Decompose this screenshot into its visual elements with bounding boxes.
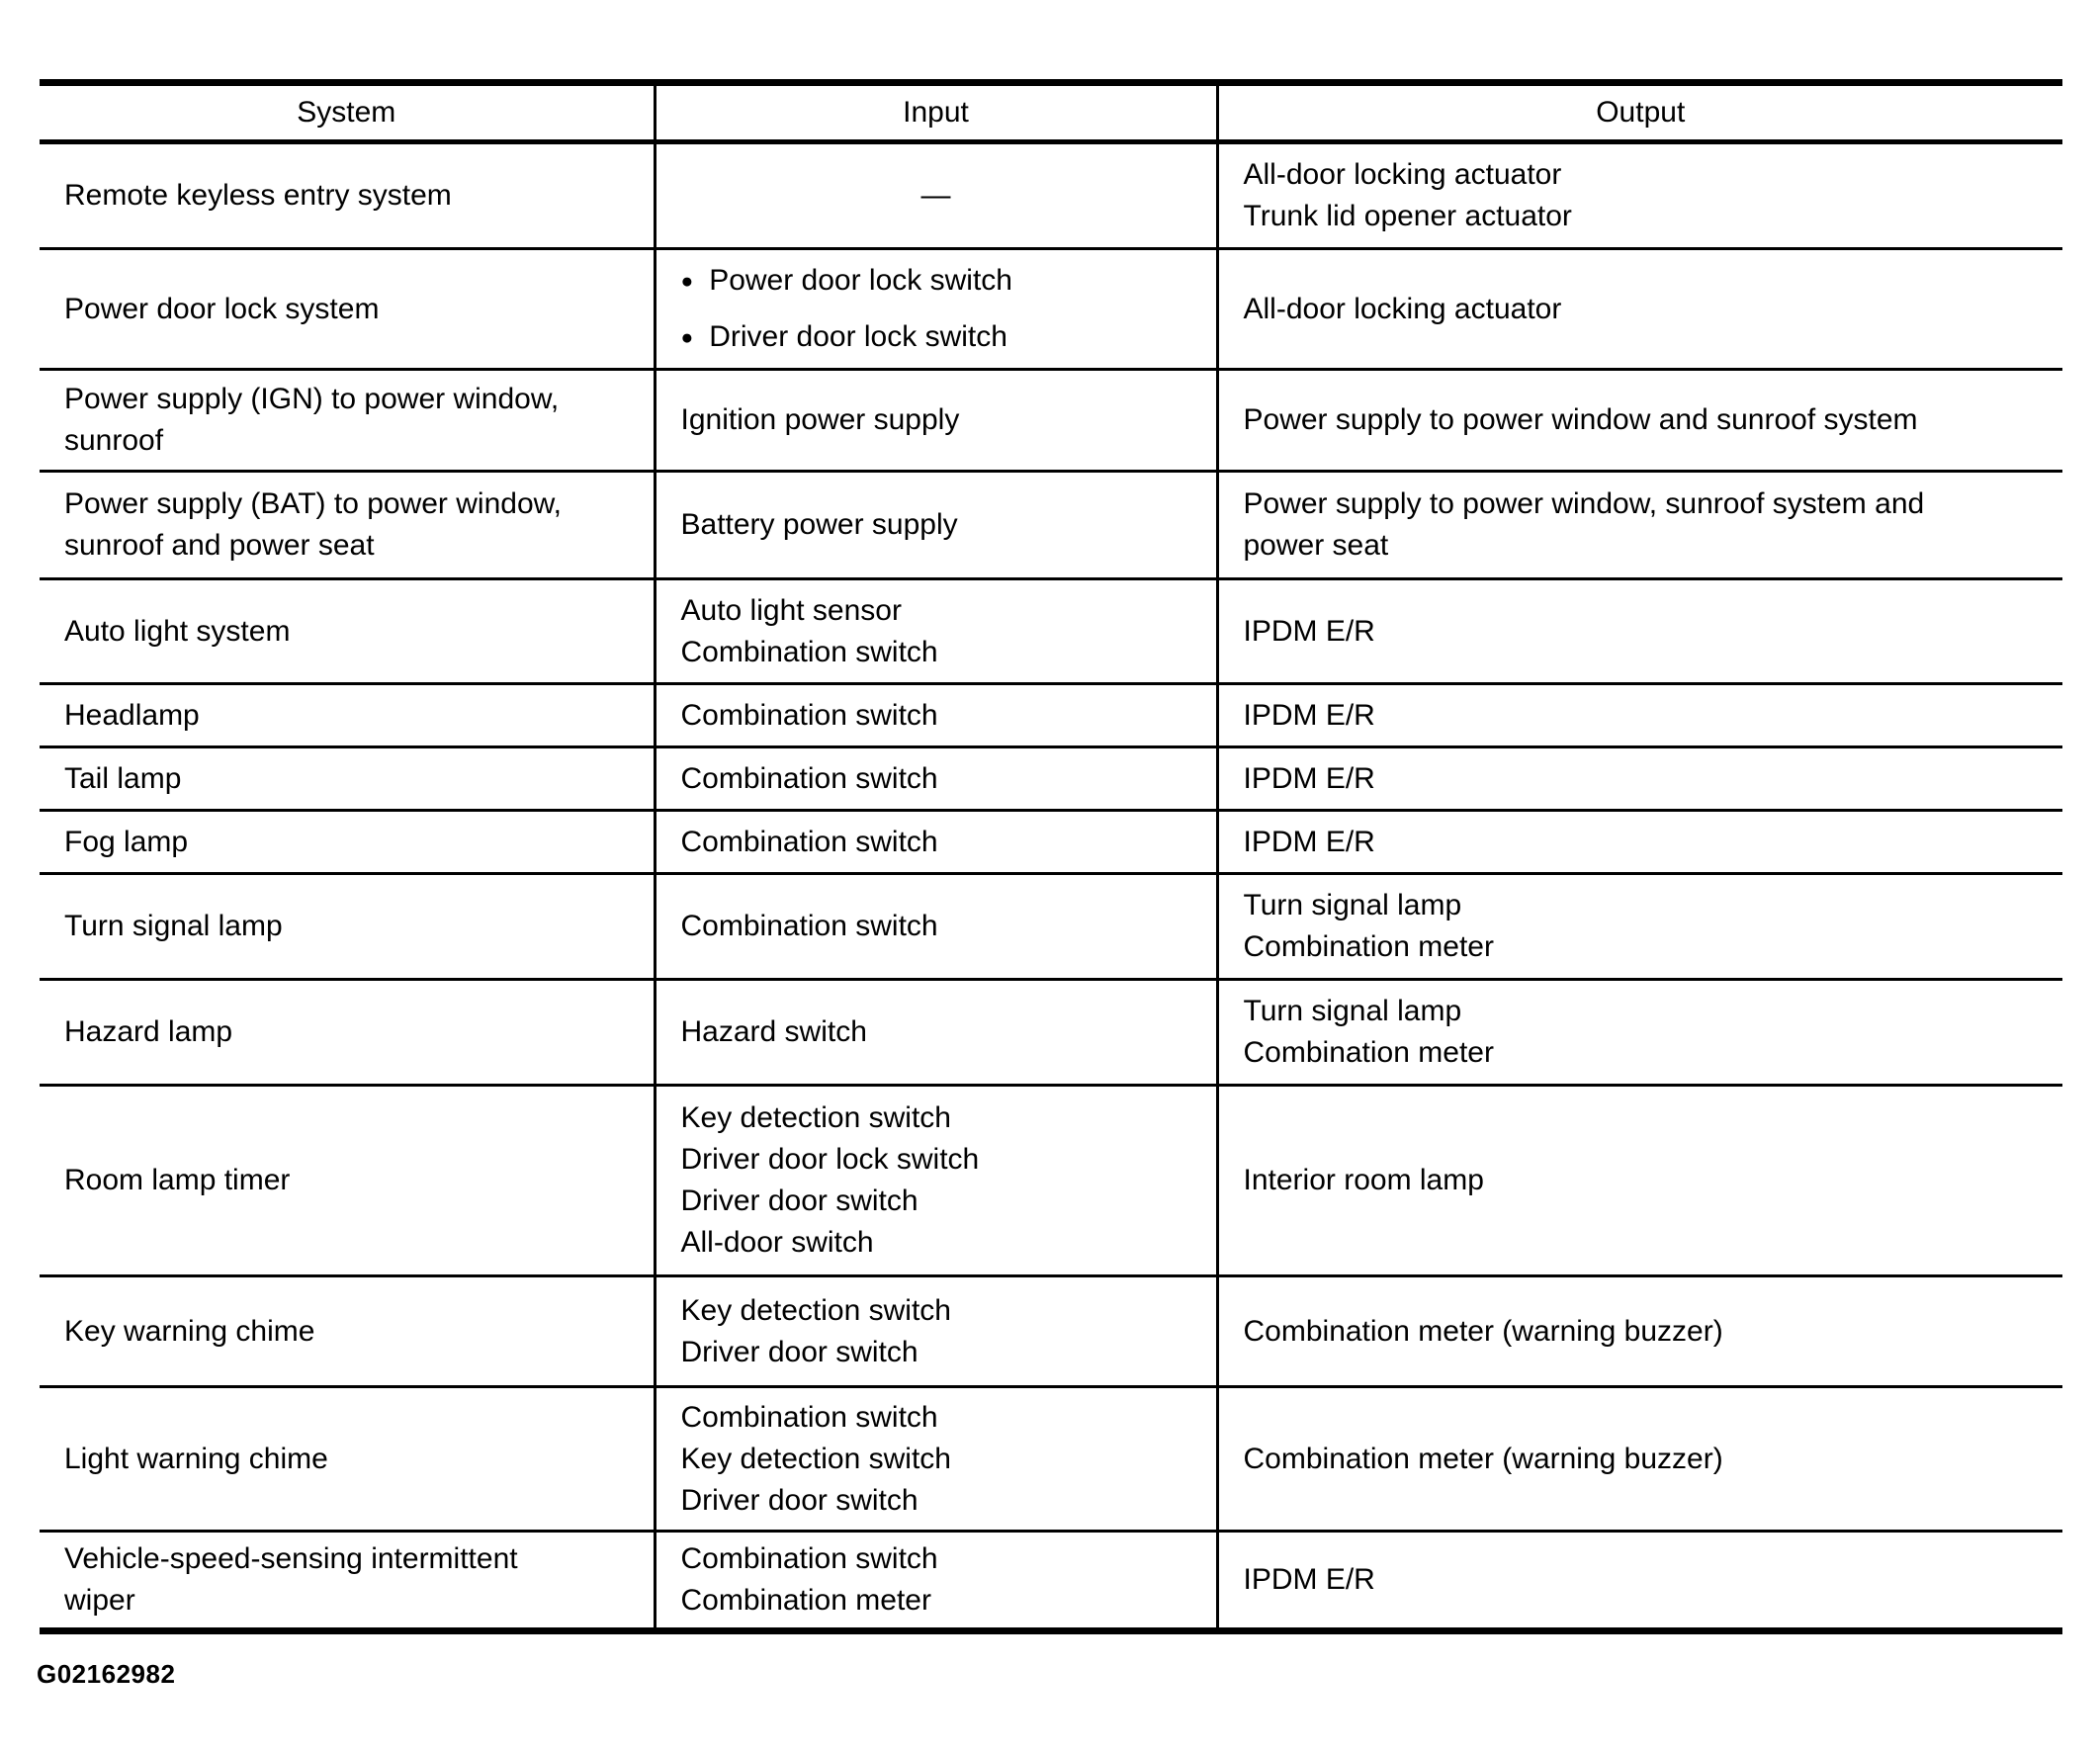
input-cell [655, 811, 1217, 874]
table-row [40, 1276, 2062, 1387]
output-cell-line: Trunk lid opener actuator [1243, 200, 1572, 232]
input-cell-line: Key detection switch [680, 1101, 951, 1134]
table-row [40, 980, 2062, 1086]
system-cell [40, 684, 655, 747]
input-cell [655, 684, 1217, 747]
input-cell [655, 472, 1217, 579]
input-cell-line: Combination switch [680, 1542, 938, 1575]
output-cell-line: IPDM E/R [1243, 825, 1375, 858]
system-cell [40, 874, 655, 980]
column-header-input: Input [655, 83, 1217, 142]
table-row [40, 579, 2062, 684]
output-cell [1217, 142, 2062, 249]
output-cell [1217, 980, 2062, 1086]
system-cell [40, 1086, 655, 1276]
input-cell-line: Driver door switch [680, 1335, 919, 1368]
system-cell-line: Key warning chime [64, 1314, 315, 1348]
output-cell [1217, 472, 2062, 579]
input-cell-line: Combination meter [680, 1584, 931, 1617]
table-row [40, 142, 2062, 249]
input-cell [655, 142, 1217, 249]
input-cell-line: Battery power supply [680, 508, 958, 541]
input-cell [655, 370, 1217, 472]
output-cell-line: All-door locking actuator [1243, 292, 1562, 325]
system-cell [40, 980, 655, 1086]
output-cell-line: All-door locking actuator [1243, 158, 1562, 191]
output-cell [1217, 1276, 2062, 1387]
system-cell [40, 472, 655, 579]
input-cell-line: Auto light sensor [680, 593, 902, 627]
system-cell-line: Power door lock system [64, 292, 380, 325]
input-cell-line: Driver door lock switch [680, 1143, 980, 1176]
body-control-system-table [40, 79, 2062, 1634]
output-cell-line: Interior room lamp [1243, 1164, 1484, 1196]
input-cell-line: Combination switch [680, 825, 938, 858]
system-cell-line: Turn signal lamp [64, 910, 283, 942]
input-cell [655, 1276, 1217, 1387]
output-cell-line: IPDM E/R [1243, 614, 1375, 648]
system-cell-line: Power supply (BAT) to power window, [64, 487, 562, 520]
output-cell-line: Combination meter [1243, 1036, 1494, 1069]
output-cell [1217, 874, 2062, 980]
system-cell [40, 1387, 655, 1532]
output-cell [1217, 370, 2062, 472]
output-cell-line: IPDM E/R [1243, 698, 1375, 732]
table-row [40, 811, 2062, 874]
input-cell-line: Ignition power supply [680, 403, 960, 436]
figure-id-label: G02162982 [37, 1659, 176, 1689]
table-row [40, 472, 2062, 579]
output-cell [1217, 684, 2062, 747]
system-cell [40, 1532, 655, 1631]
system-cell-line: Power supply (IGN) to power window, [64, 383, 560, 415]
system-cell-line: Remote keyless entry system [64, 179, 452, 212]
system-cell [40, 579, 655, 684]
output-cell [1217, 579, 2062, 684]
bullet-icon: ● [680, 269, 694, 293]
output-cell [1217, 1086, 2062, 1276]
input-cell-line: Combination switch [680, 761, 938, 795]
system-cell-line: Headlamp [64, 698, 200, 732]
system-cell [40, 747, 655, 811]
input-cell [655, 874, 1217, 980]
input-bullet-item [681, 317, 1201, 357]
input-cell-line: Combination switch [680, 910, 938, 942]
table-row [40, 1387, 2062, 1532]
input-cell [655, 1086, 1217, 1276]
column-header-system: System [40, 83, 655, 142]
output-cell-line: Power supply to power window and sunroof system [1243, 403, 1918, 436]
output-cell-line: Turn signal lamp [1243, 889, 1462, 921]
input-cell [655, 579, 1217, 684]
input-empty-dash: — [920, 179, 951, 212]
bullet-icon: ● [680, 325, 694, 349]
input-cell-line: Driver door lock switch [709, 320, 1007, 353]
input-cell-line: Power door lock switch [709, 264, 1012, 297]
system-cell-line: Fog lamp [64, 825, 189, 858]
input-cell-line: Hazard switch [680, 1015, 867, 1048]
input-bullet-item [681, 261, 1201, 301]
system-cell [40, 142, 655, 249]
input-cell [655, 249, 1217, 370]
table-row [40, 874, 2062, 980]
input-cell [655, 980, 1217, 1086]
output-cell [1217, 1387, 2062, 1532]
input-cell-line: Key detection switch [680, 1442, 951, 1475]
output-cell-line: power seat [1243, 529, 1389, 562]
input-cell-line: Combination switch [680, 1400, 938, 1434]
output-cell-line: Combination meter [1243, 930, 1494, 963]
system-cell-line: sunroof and power seat [64, 529, 375, 562]
output-cell-line: IPDM E/R [1243, 761, 1375, 795]
system-cell-line: Light warning chime [64, 1442, 328, 1475]
output-cell-line: IPDM E/R [1243, 1563, 1375, 1596]
input-cell-line: Driver door switch [680, 1184, 919, 1217]
input-cell [655, 747, 1217, 811]
output-cell [1217, 811, 2062, 874]
input-cell [655, 1532, 1217, 1631]
input-cell-line: Key detection switch [680, 1293, 951, 1327]
output-cell-line: Combination meter (warning buzzer) [1243, 1442, 1723, 1475]
output-cell-line: Power supply to power window, sunroof system and [1243, 487, 1925, 520]
table-row [40, 1532, 2062, 1631]
output-cell-line: Combination meter (warning buzzer) [1243, 1314, 1723, 1348]
table-header-row [40, 83, 2062, 142]
system-cell-line: Room lamp timer [64, 1164, 291, 1196]
system-cell [40, 249, 655, 370]
output-cell-line: Turn signal lamp [1243, 995, 1462, 1027]
output-cell [1217, 747, 2062, 811]
input-cell [655, 1387, 1217, 1532]
input-cell-line: Combination switch [680, 698, 938, 732]
system-cell-line: sunroof [64, 424, 164, 457]
system-cell-line: wiper [64, 1584, 135, 1617]
output-cell [1217, 1532, 2062, 1631]
system-cell-line: Hazard lamp [64, 1015, 233, 1048]
system-cell [40, 370, 655, 472]
system-cell-line: Vehicle-speed-sensing intermittent [64, 1542, 518, 1575]
input-cell-line: Driver door switch [680, 1483, 919, 1517]
table-row [40, 684, 2062, 747]
input-cell-line: All-door switch [680, 1226, 874, 1259]
column-header-output: Output [1217, 83, 2062, 142]
table-row [40, 370, 2062, 472]
system-cell-line: Auto light system [64, 614, 291, 648]
system-cell-line: Tail lamp [64, 761, 182, 795]
system-cell [40, 811, 655, 874]
table-row [40, 747, 2062, 811]
table-row [40, 249, 2062, 370]
system-cell [40, 1276, 655, 1387]
input-cell-line: Combination switch [680, 635, 938, 668]
output-cell [1217, 249, 2062, 370]
table-row [40, 1086, 2062, 1276]
